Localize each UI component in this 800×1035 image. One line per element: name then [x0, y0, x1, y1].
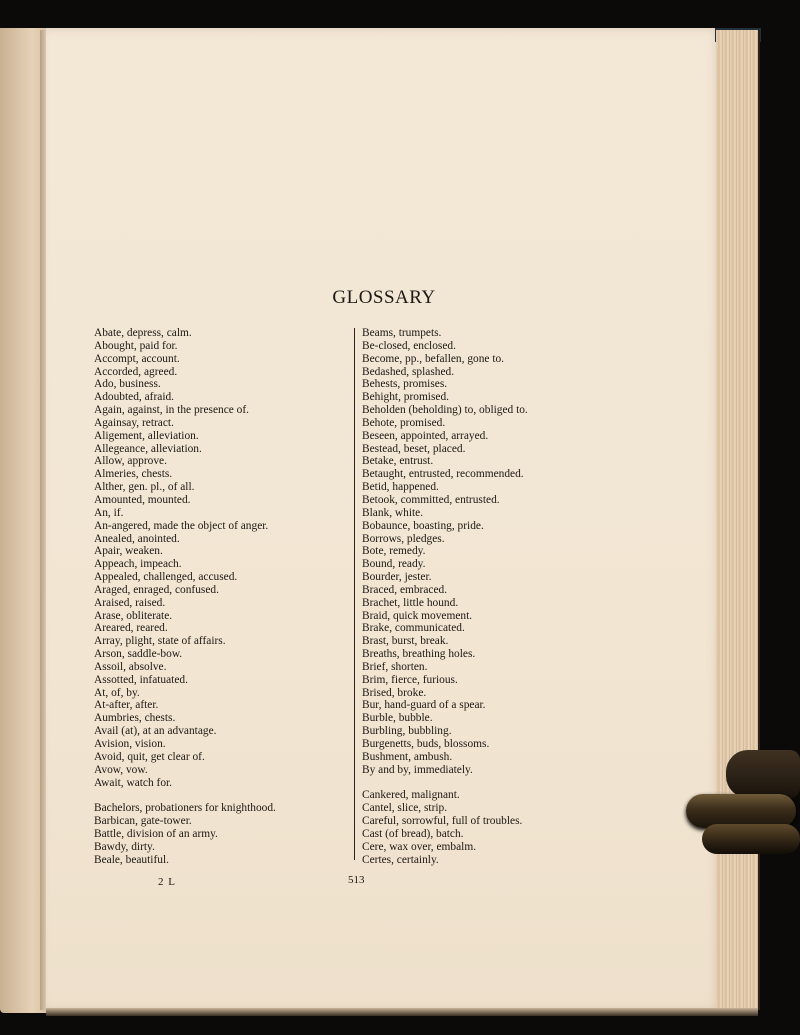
- glossary-entry: By and by, immediately.: [362, 763, 473, 776]
- glossary-entry: Amounted, mounted.: [94, 493, 191, 506]
- glossary-entry: Abought, paid for.: [94, 339, 178, 352]
- glossary-entry: Bushment, ambush.: [362, 750, 453, 763]
- glossary-entry: Cankered, malignant.: [362, 789, 460, 802]
- glossary-entry: Bourder, jester.: [362, 571, 432, 584]
- glossary-entry: Brief, shorten.: [362, 660, 428, 673]
- glossary-entry: Abate, depress, calm.: [94, 327, 192, 339]
- glossary-entry: Brake, communicated.: [362, 622, 465, 635]
- glossary-entry: Avow, vow.: [94, 763, 148, 776]
- glossary-entry: Betaught, entrusted, recommended.: [362, 468, 524, 481]
- glossary-entry: Careful, sorrowful, full of troubles.: [362, 815, 523, 828]
- page-title: GLOSSARY: [332, 287, 436, 308]
- glossary-entry: Areared, reared.: [94, 622, 168, 635]
- page-number: 513: [348, 874, 365, 886]
- glossary-entry: Assoil, absolve.: [94, 660, 167, 673]
- glossary-entry: Cere, wax over, embalm.: [362, 840, 477, 853]
- glossary-entry: Bestead, beset, placed.: [362, 442, 466, 455]
- glossary-entry: Burbling, bubbling.: [362, 725, 452, 738]
- glossary-entry: Burble, bubble.: [362, 712, 433, 725]
- glossary-entry: Appealed, challenged, accused.: [94, 571, 238, 584]
- glossary-entry: Cast (of bread), batch.: [362, 827, 464, 840]
- glossary-entry: Await, watch for.: [94, 776, 173, 789]
- glossary-entry: Anealed, anointed.: [94, 532, 180, 545]
- section-gap: [94, 789, 276, 802]
- glossary-entry: Avail (at), at an advantage.: [94, 725, 217, 738]
- glossary-entry: An, if.: [94, 506, 124, 519]
- glossary-entry: Bote, remedy.: [362, 545, 426, 558]
- glossary-entry: Betake, entrust.: [362, 455, 434, 468]
- glossary-entry: Brim, fierce, furious.: [362, 673, 458, 686]
- glossary-entry: Breaths, breathing holes.: [362, 648, 476, 661]
- glossary-entry: Battle, division of an army.: [94, 827, 218, 840]
- glossary-entry: Araged, enraged, confused.: [94, 583, 219, 596]
- glossary-entry: Bawdy, dirty.: [94, 840, 155, 853]
- glossary-entry: Accorded, agreed.: [94, 365, 178, 378]
- glossary-entry: Bound, ready.: [362, 558, 426, 571]
- glossary-entry: Betook, committed, entrusted.: [362, 493, 500, 506]
- glossary-entry: Bedashed, splashed.: [362, 365, 455, 378]
- glossary-entry: Array, plight, state of affairs.: [94, 635, 226, 648]
- glossary-entry: At-after, after.: [94, 699, 159, 712]
- glossary-entry: Accompt, account.: [94, 352, 180, 365]
- glossary-entry: Become, pp., befallen, gone to.: [362, 352, 505, 365]
- glossary-entry: Allow, approve.: [94, 455, 167, 468]
- glossary-entry: Brised, broke.: [362, 686, 427, 699]
- glossary-entry: Braid, quick movement.: [362, 609, 473, 622]
- glossary-entry: Avoid, quit, get clear of.: [94, 750, 205, 763]
- glossary-entry: Avision, vision.: [94, 738, 166, 750]
- glossary-entry: Again, against, in the presence of.: [94, 404, 249, 417]
- page-bottom-shadow: [46, 1008, 758, 1016]
- signature-mark: 2 L: [158, 876, 176, 888]
- glossary-entry: Adoubted, afraid.: [94, 391, 175, 404]
- glossary-entry: Beseen, appointed, arrayed.: [362, 429, 489, 442]
- glossary-entry: Behote, promised.: [362, 416, 446, 429]
- glossary-entry: Blank, white.: [362, 506, 424, 519]
- glossary-entry: Arase, obliterate.: [94, 609, 173, 622]
- glossary-entry: Aligement, alleviation.: [94, 429, 199, 442]
- glossary-entry: Bur, hand-guard of a spear.: [362, 699, 486, 712]
- glossary-entry: Assotted, infatuated.: [94, 673, 188, 686]
- glossary-entry: Be-closed, enclosed.: [362, 339, 456, 352]
- glossary-column-left: [94, 327, 276, 866]
- glossary-entry: Bobaunce, boasting, pride.: [362, 519, 484, 532]
- glossary-entry: Brachet, little hound.: [362, 596, 459, 609]
- glossary-entry: Brast, burst, break.: [362, 635, 449, 648]
- glossary-entry: At, of, by.: [94, 686, 140, 699]
- glossary-entry: Burgenetts, buds, blossoms.: [362, 738, 490, 750]
- glossary-entry: Appeach, impeach.: [94, 558, 182, 571]
- glossary-entry: Arson, saddle-bow.: [94, 648, 183, 661]
- glossary-entry: Beale, beautiful.: [94, 853, 169, 866]
- glossary-entry: Ado, business.: [94, 378, 161, 391]
- glossary-entry: Bachelors, probationers for knighthood.: [94, 802, 276, 815]
- glossary-entry: Betid, happened.: [362, 481, 439, 494]
- glossary-entry: Beholden (beholding) to, obliged to.: [362, 404, 528, 417]
- glossary-entry: Allegeance, alleviation.: [94, 442, 202, 455]
- glossary-entry: Apair, weaken.: [94, 545, 163, 558]
- glossary-entry: Certes, certainly.: [362, 853, 439, 866]
- page-weight-clip: [682, 740, 800, 890]
- glossary-entry: Alther, gen. pl., of all.: [94, 481, 195, 494]
- section-gap: [362, 777, 528, 790]
- glossary-entry: Barbican, gate-tower.: [94, 815, 192, 828]
- glossary-entry: Braced, embraced.: [362, 583, 448, 596]
- glossary-entry: An-angered, made the object of anger.: [94, 519, 269, 532]
- glossary-entry: Almeries, chests.: [94, 468, 173, 481]
- glossary-entry: Borrows, pledges.: [362, 532, 445, 545]
- column-divider: [354, 328, 355, 860]
- glossary-entry: Beams, trumpets.: [362, 327, 442, 339]
- glossary-entry: Aumbries, chests.: [94, 712, 176, 725]
- glossary-entry: Cantel, slice, strip.: [362, 802, 448, 815]
- glossary-entry: Behests, promises.: [362, 378, 448, 391]
- glossary-entry: Behight, promised.: [362, 391, 450, 404]
- glossary-column-right: [362, 327, 528, 866]
- book-page: [46, 28, 722, 1010]
- glossary-entry: Againsay, retract.: [94, 416, 174, 429]
- glossary-entry: Araised, raised.: [94, 596, 166, 609]
